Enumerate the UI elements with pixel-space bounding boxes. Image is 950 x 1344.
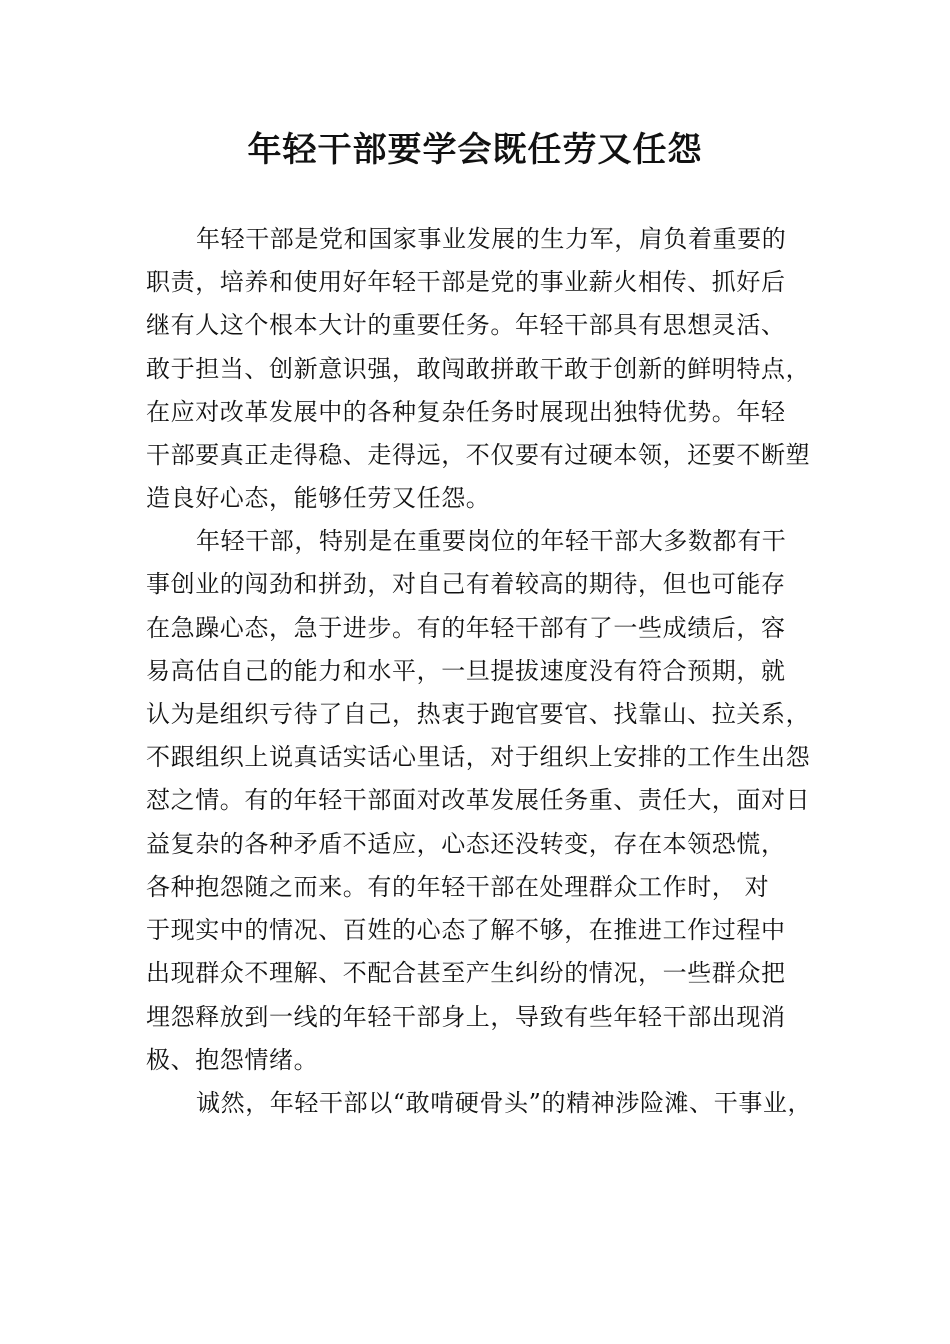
body-line: 造良好心态，能够任劳又任怨。	[146, 484, 491, 512]
body-line: 易高估自己的能力和水平，一旦提拔速度没有符合预期，就	[146, 657, 786, 685]
body-line: 不跟组织上说真话实话心里话，对于组织上安排的工作生出怨	[146, 743, 811, 771]
body-line: 年轻干部是党和国家事业发展的生力军，肩负着重要的	[196, 225, 787, 253]
body-line: 怼之情。有的年轻干部面对改革发展任务重、责任大，面对日	[146, 786, 811, 814]
body-line: 敢于担当、创新意识强，敢闯敢拼敢干敢于创新的鲜明特点，	[146, 355, 811, 383]
body-line: 益复杂的各种矛盾不适应，心态还没转变，存在本领恐慌，	[146, 830, 786, 858]
body-line: 诚然，年轻干部以“敢啃硬骨头”的精神涉险滩、干事业，	[196, 1089, 813, 1117]
body-line: 出现群众不理解、不配合甚至产生纠纷的情况，一些群众把	[146, 959, 786, 987]
body-line: 事创业的闯劲和拼劲，对自己有着较高的期待，但也可能存	[146, 570, 786, 598]
body-line: 继有人这个根本大计的重要任务。年轻干部具有思想灵活、	[146, 311, 786, 339]
body-line: 职责，培养和使用好年轻干部是党的事业薪火相传、抓好后	[146, 268, 786, 296]
body-line: 各种抱怨随之而来。有的年轻干部在处理群众工作时， 对	[146, 873, 770, 901]
body-line: 干部要真正走得稳、走得远，不仅要有过硬本领，还要不断塑	[146, 441, 811, 469]
body-line: 认为是组织亏待了自己，热衷于跑官要官、找靠山、拉关系，	[146, 700, 811, 728]
body-line: 年轻干部，特别是在重要岗位的年轻干部大多数都有干	[196, 527, 787, 555]
body-line: 埋怨释放到一线的年轻干部身上，导致有些年轻干部出现消	[146, 1003, 786, 1031]
body-line: 于现实中的情况、百姓的心态了解不够，在推进工作过程中	[146, 916, 786, 944]
body-line: 极、抱怨情绪。	[146, 1046, 319, 1074]
body-line: 在急躁心态，急于进步。有的年轻干部有了一些成绩后，容	[146, 614, 786, 642]
document-title: 年轻干部要学会既任劳又任怨	[247, 130, 703, 170]
body-line: 在应对改革发展中的各种复杂任务时展现出独特优势。年轻	[146, 398, 786, 426]
